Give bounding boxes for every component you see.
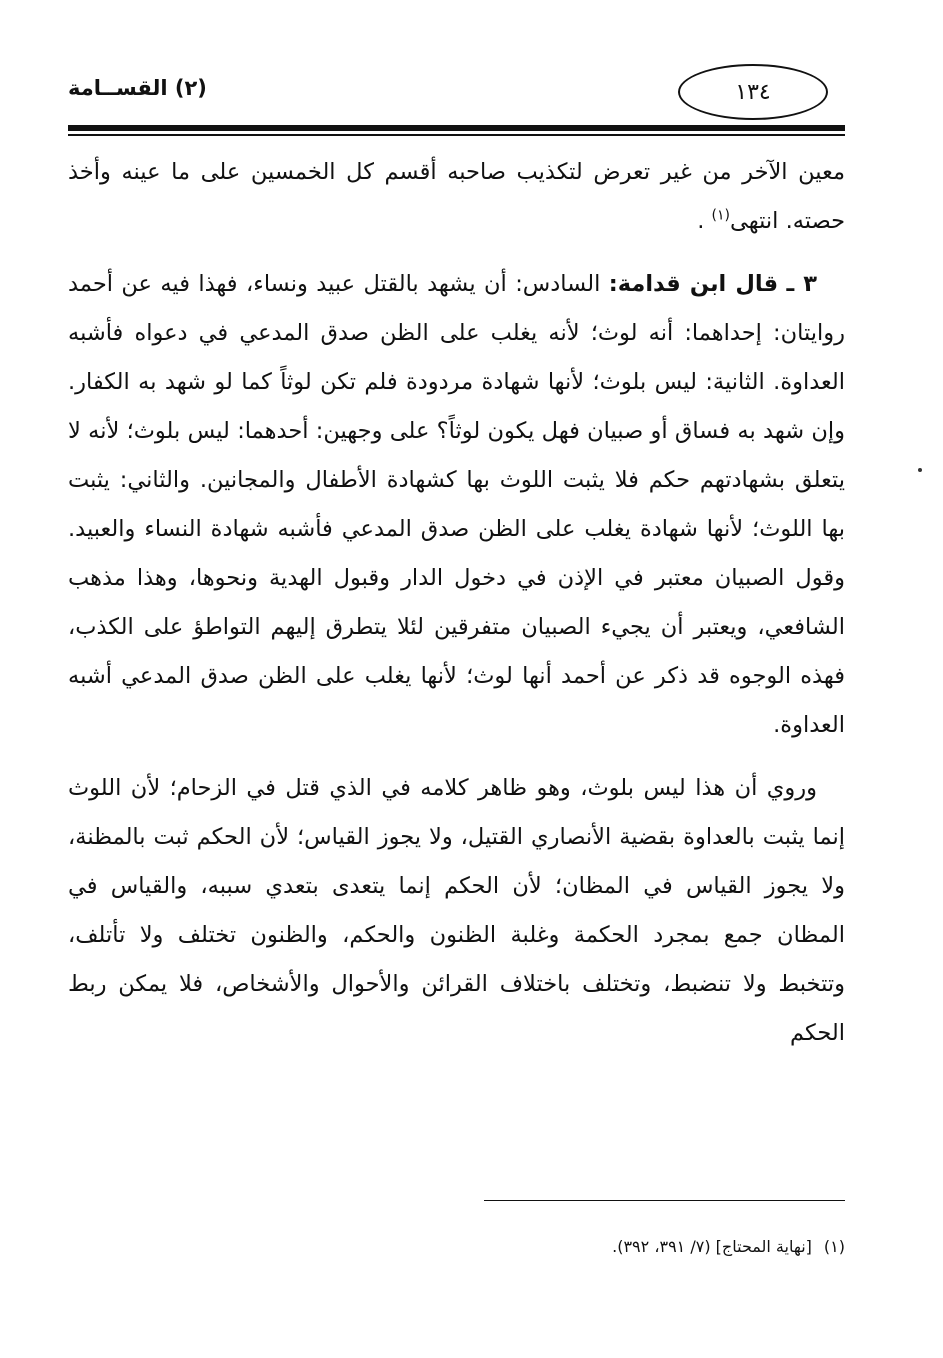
footnote bbox=[400, 1234, 845, 1260]
footnote-text: [نهاية المحتاج] (٧/ ٣٩١، ٣٩٢). bbox=[612, 1237, 812, 1256]
paragraph-3: وروي أن هذا ليس بلوث، وهو ظاهر كلامه في الذي قتل في الزحام؛ لأن اللوث إنما يثبت بالعداوة بقضية الأنصاري القتيل، ولا يجوز القياس؛ لأن الحكم ثبت بالمظنة، ولا يجوز القياس في المظان؛ لأن الحكم إنما يتعدى بتعدي سببه، والقياس في المظان جمع بمجرد الحكمة وغلبة الظنون والحكم، والظنون تختلف ولا تأتلف، وتتخبط ولا تنضبط، وتختلف باختلاف القرائن والأحوال والأشخاص، فلا يمكن ربط الحكم bbox=[68, 775, 845, 1046]
page-header bbox=[68, 62, 845, 134]
footnote-number: (١) bbox=[823, 1237, 845, 1256]
chapter-title: (٢) القســامة bbox=[68, 76, 207, 100]
footnote-reference: (١) bbox=[711, 207, 730, 224]
main-text bbox=[68, 148, 845, 1058]
page-number: ١٣٤ bbox=[678, 64, 828, 120]
quote-heading: قال ابن قدامة: bbox=[608, 271, 779, 297]
paragraph-1 bbox=[68, 148, 845, 246]
item-number: ٣ ـ bbox=[786, 271, 818, 297]
paragraph-2 bbox=[68, 260, 845, 750]
header-rule-thick bbox=[68, 125, 845, 131]
header-rule-thin bbox=[68, 134, 845, 136]
footnote-divider bbox=[484, 1200, 845, 1201]
paragraph-1-text: معين الآخر من غير تعرض لتكذيب صاحبه أقسم كل الخمسين على ما عينه وأخذ حصته. انتهى bbox=[68, 159, 845, 234]
paragraph-1-end: . bbox=[697, 208, 705, 234]
scan-speck bbox=[918, 468, 922, 472]
paragraph-2-text: السادس: أن يشهد بالقتل عبيد ونساء، فهذا فيه عن أحمد روايتان: إحداهما: أنه لوث؛ لأنه يغلب على الظن صدق المدعي في دعواه فأشبه العداوة. الثانية: ليس بلوث؛ لأنها شهادة مردودة فلم تكن لوثاً كما لو شهد به الكفار. وإن شهد به فساق أو صبيان فهل يكون لوثاً؟ على وجهين: أحدهما: ليس بلوث؛ لأنه لا يتعلق بشهادتهم حكم فلا يثبت اللوث بها كشهادة الأطفال والمجانين. والثاني: يثبت بها اللوث؛ لأنها شهادة يغلب على الظن صدق المدعي فأشبه شهادة النساء والعبيد. وقول الصبيان معتبر في الإذن في دخول الدار وقبول الهدية ونحوها، وهذا مذهب الشافعي، ويعتبر أن يجيء الصبيان متفرقين لئلا يتطرق إليهم التواطؤ على الكذب، فهذه الوجوه قد ذكر عن أحمد أنها لوث؛ لأنها يغلب على الظن صدق المدعي أشبه العداوة. bbox=[68, 271, 845, 738]
